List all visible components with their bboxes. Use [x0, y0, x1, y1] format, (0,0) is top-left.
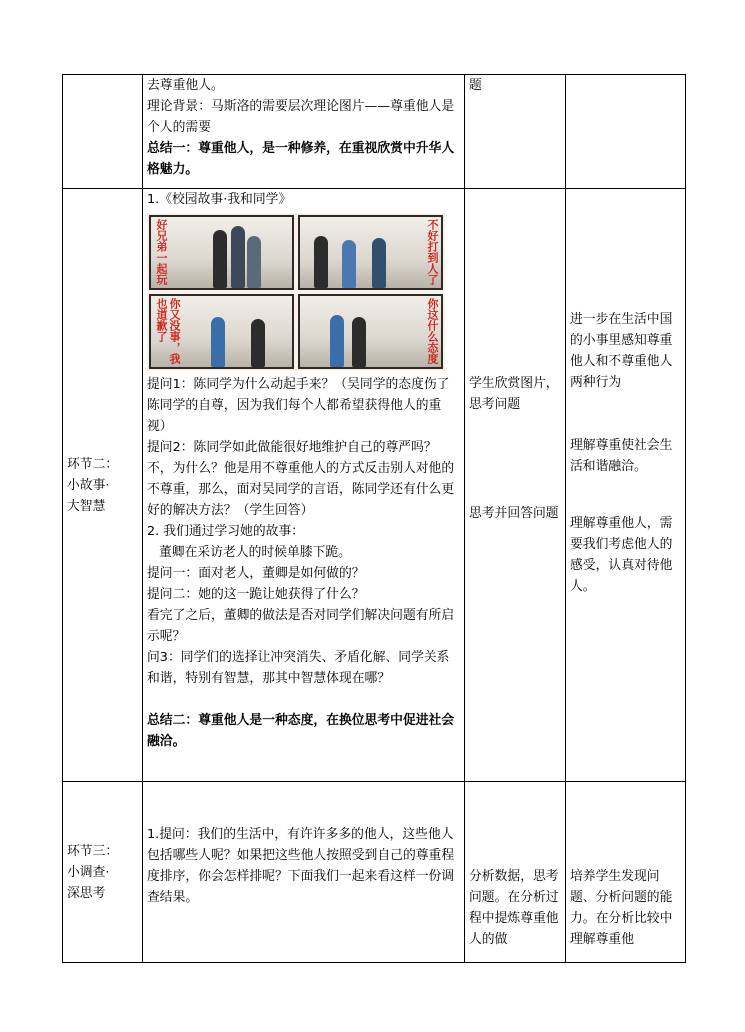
- design-purpose-cell: [566, 782, 686, 963]
- content-cell: [143, 75, 465, 189]
- student-activity-text: 学生欣赏图片，思考问题: [469, 376, 559, 412]
- summary-two: 总结二：尊重他人是一种态度，在换位思考中促进社会融洽。: [147, 713, 455, 749]
- question-4: 提问二：她的这一跪让她获得了什么？: [147, 587, 365, 602]
- story-photo: [149, 215, 294, 290]
- content-line: 去尊重他人。: [147, 78, 224, 93]
- design-purpose-text: 进一步在生活中国的小事里感知尊重他人和不尊重他人两种行为: [570, 312, 673, 390]
- table-row: [63, 75, 686, 189]
- student-activity-cell: [465, 782, 566, 963]
- question-3: 提问一：面对老人，董卿是如何做的？: [147, 566, 365, 581]
- question-survey: 1.提问：我们的生活中，有许许多多的他人，这些他人包括哪些人呢？如果把这些他人按照受到自己的尊重程度排序，你会怎样排呢？下面我们一起来看这样一份调查结果。: [147, 827, 455, 905]
- design-purpose-text: 理解尊重他人，需要我们考虑他人的感受，认真对待他人。: [570, 516, 673, 594]
- story-photo-collage: [147, 213, 445, 371]
- design-purpose-text: 理解尊重使社会生活和谐融洽。: [570, 438, 673, 474]
- question-6: 问3：同学们的选择让冲突消失、矛盾化解、同学关系和谐，特别有智慧，那其中智慧体现在哪？: [147, 650, 450, 686]
- photo-caption: 好兄弟一起玩: [155, 219, 168, 285]
- stage-label: 环节二：: [67, 456, 119, 472]
- question-5: 看完了之后，董卿的做法是否对同学们解决问题有所启示呢？: [147, 608, 455, 644]
- stage-label: 大智慧: [67, 498, 106, 514]
- stage-label: 深思考: [67, 885, 106, 901]
- lesson-plan-table: [62, 74, 686, 963]
- photo-caption: 你这什么态度: [426, 298, 439, 364]
- question-2: 提问2：陈同学如此做能很好地维护自己的尊严吗？不，为什么？他是用不尊重他人的方式反击别人对他的不尊重，那么，面对吴同学的言语，陈同学还有什么更好的解决方法？（学生回答）: [147, 440, 455, 518]
- student-activity-text: 分析数据，思考问题。在分析过程中提炼尊重他人的做: [469, 869, 559, 947]
- photo-caption: 你又没事，我也道歉了: [155, 298, 181, 364]
- stage-cell: [63, 75, 143, 189]
- stage-label: 小调查·: [67, 864, 110, 880]
- stage-label: 环节三：: [67, 843, 119, 859]
- stage-cell: [63, 782, 143, 963]
- stage-label: 小故事·: [67, 477, 110, 493]
- story-2-title: 2. 我们通过学习她的故事：: [147, 524, 305, 539]
- story-title: 1.《校园故事·我和同学》: [147, 192, 292, 207]
- design-purpose-cell: [566, 189, 686, 782]
- summary-one: 总结一：尊重他人，是一种修养，在重视欣赏中升华人格魅力。: [147, 141, 455, 177]
- question-1: 提问1：陈同学为什么动起手来？（吴同学的态度伤了陈同学的自尊，因为我们每个人都希望获得他人的重视）: [147, 377, 450, 434]
- content-cell: [143, 189, 465, 782]
- story-photo: [298, 294, 443, 369]
- student-activity-text: 思考并回答问题: [469, 506, 559, 521]
- table-row: [63, 782, 686, 963]
- student-activity-text: 题: [469, 78, 482, 93]
- design-purpose-cell: [566, 75, 686, 189]
- table-row: [63, 189, 686, 782]
- content-cell: [143, 782, 465, 963]
- design-purpose-text: 培养学生发现问题、分析问题的能力。在分析比较中理解尊重他: [570, 869, 673, 947]
- student-activity-cell: [465, 75, 566, 189]
- student-activity-cell: [465, 189, 566, 782]
- story-2-detail: 董卿在采访老人的时候单膝下跪。: [159, 545, 351, 560]
- content-line: 理论背景：马斯洛的需要层次理论图片——尊重他人是个人的需要: [147, 99, 455, 135]
- photo-caption: 不好打到人了: [426, 219, 439, 285]
- story-photo: [298, 215, 443, 290]
- story-photo: [149, 294, 294, 369]
- stage-cell: [63, 189, 143, 782]
